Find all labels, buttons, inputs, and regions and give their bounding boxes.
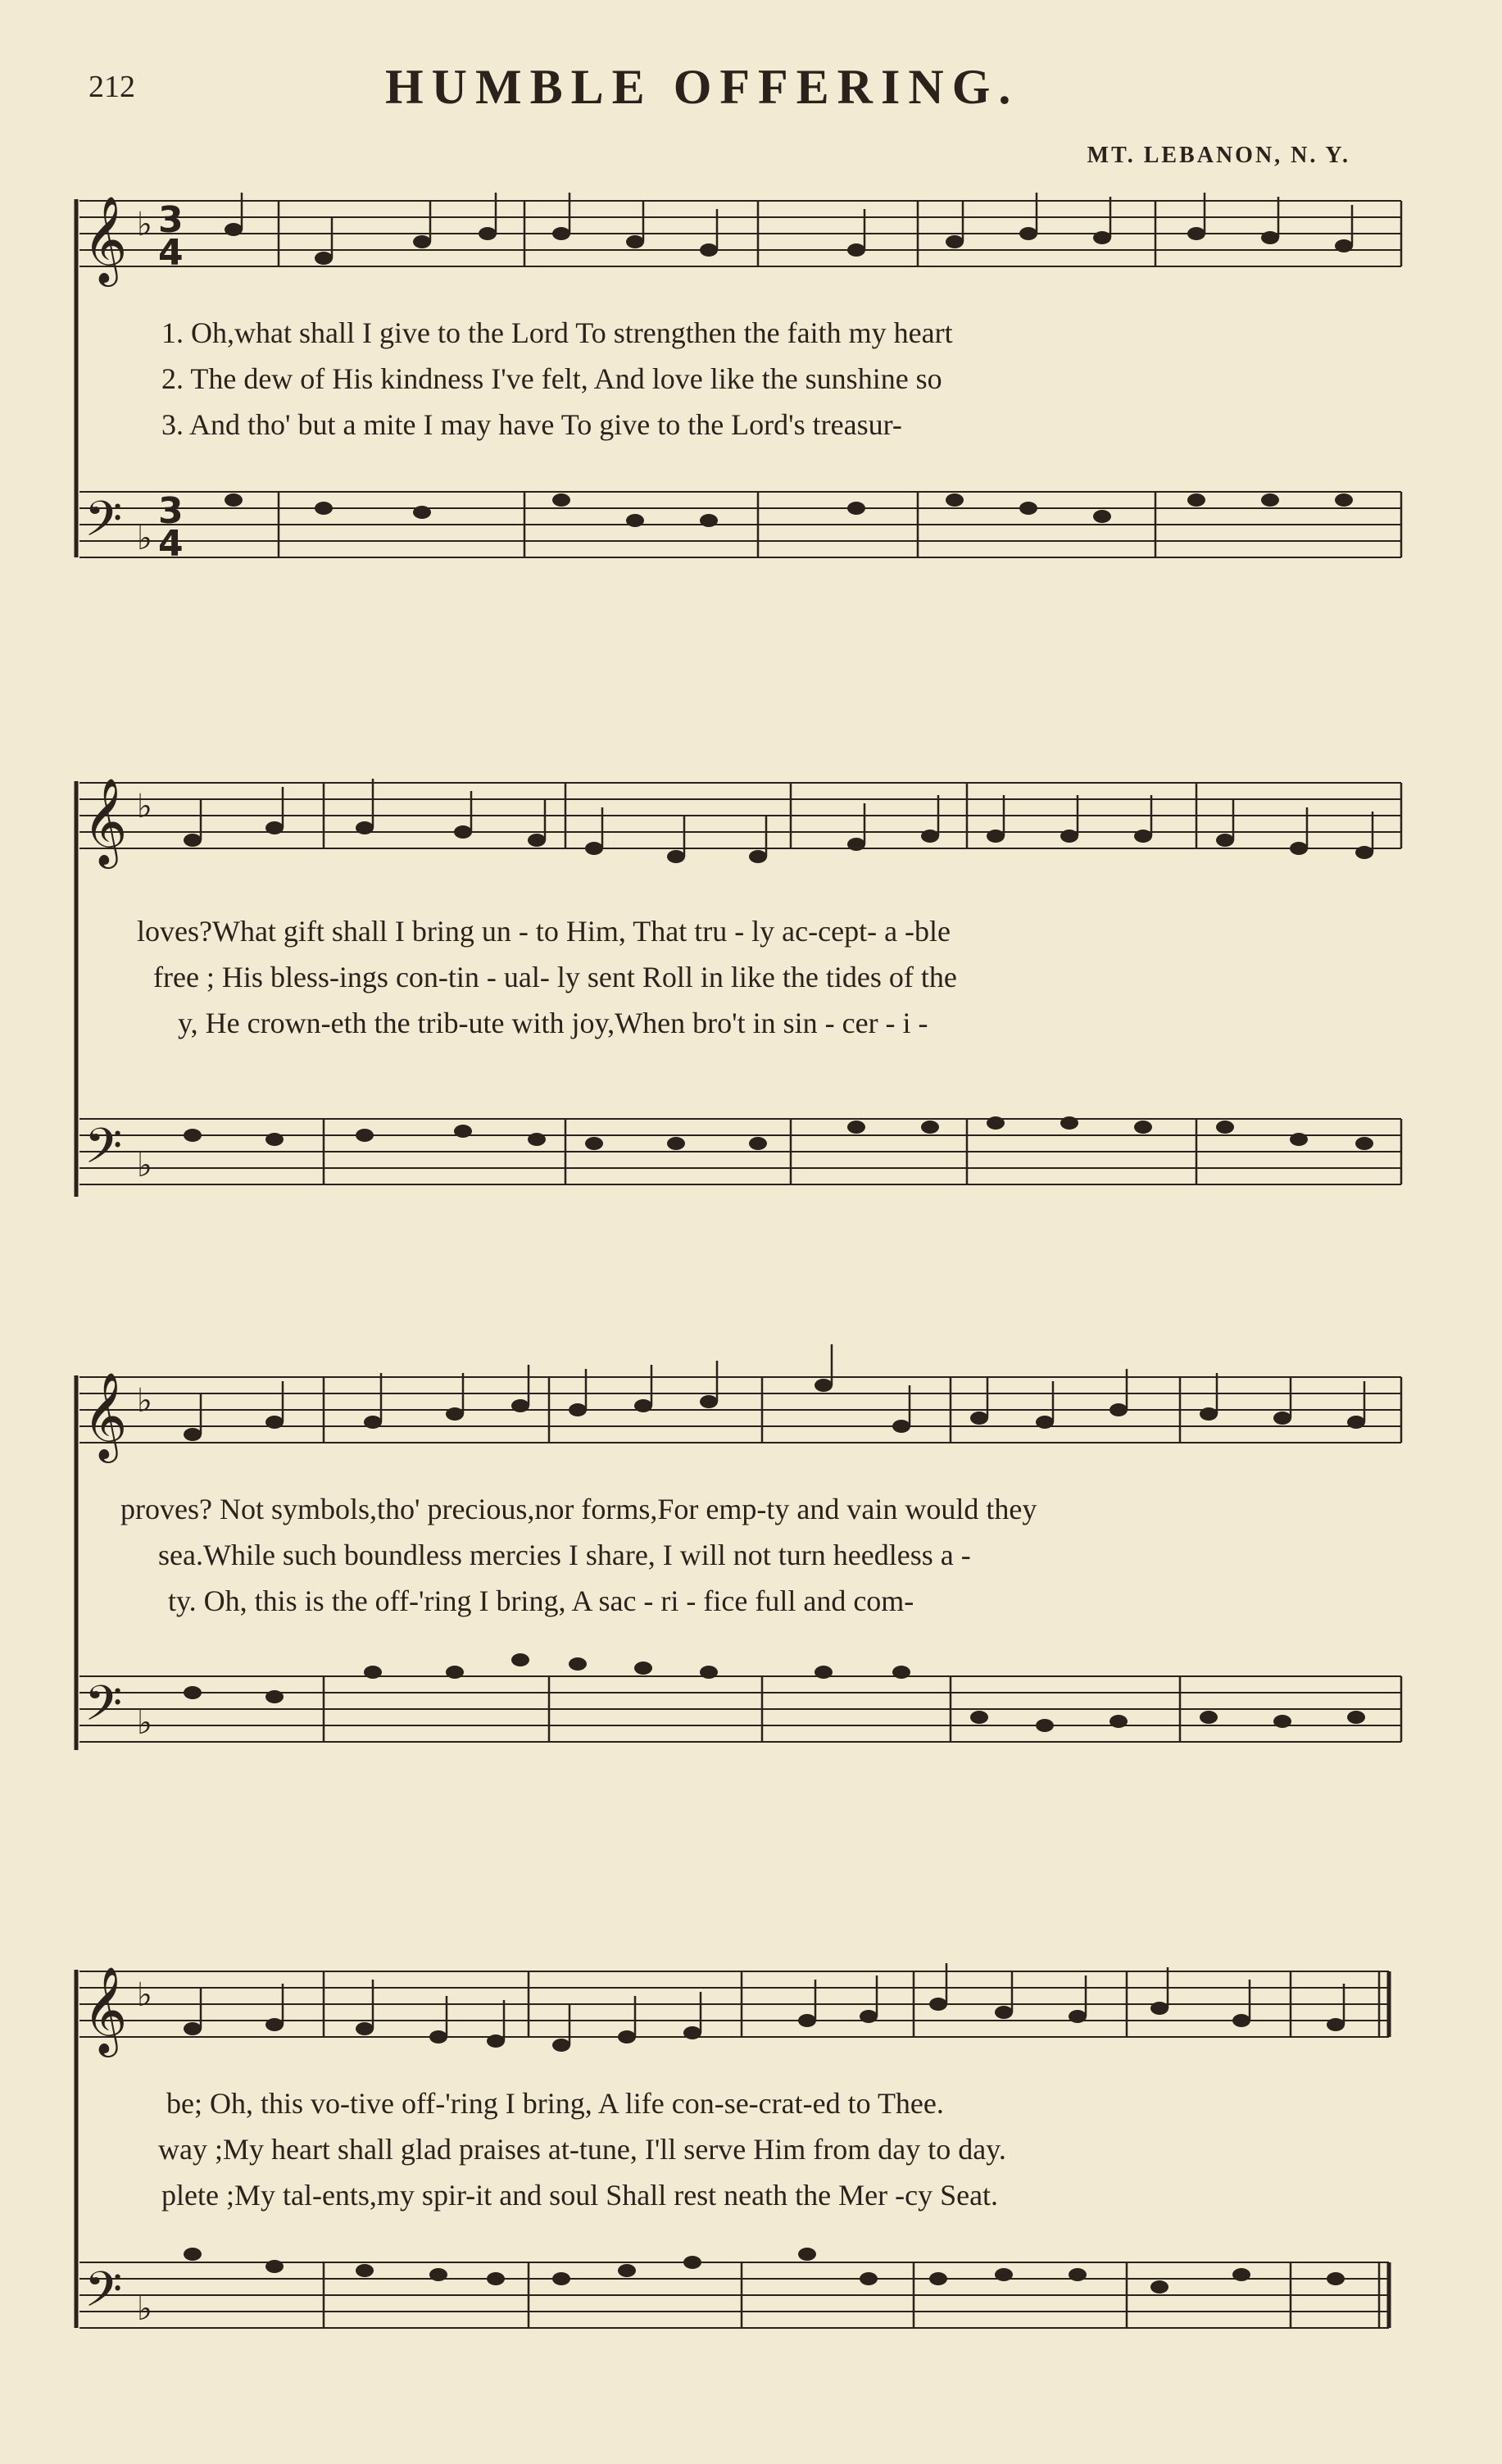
time-bottom-bass-1: 4 — [158, 523, 184, 565]
music-system-4 — [70, 1955, 1401, 2340]
page-number: 212 — [88, 70, 135, 104]
key-flat-bass-2: ♭ — [137, 1147, 152, 1184]
lyric-verse-2: 2. The dew of His kindness I've felt, And love like the sunshine so — [161, 362, 942, 395]
bass-staff-3 — [79, 1676, 1401, 1742]
lyric-verse-2: free ; His bless-ings con-tin - ual- ly sent Roll in like the tides of the — [153, 961, 957, 993]
hymn-origin: MT. LEBANON, N. Y. — [1087, 143, 1350, 168]
key-flat-treble-1: ♭ — [137, 206, 152, 243]
lyric-verse-3: y, He crown-eth the trib-ute with joy,When bro't in sin - cer - i - — [178, 1007, 928, 1039]
music-system-2 — [70, 766, 1401, 1186]
key-flat-treble-4: ♭ — [137, 1976, 152, 2014]
lyric-verse-3: ty. Oh, this is the off-'ring I bring, A sac - ri - fice full and com- — [168, 1584, 914, 1617]
bass-clef-2: 𝄢 — [84, 1117, 123, 1186]
lyric-verse-1: proves? Not symbols,tho' precious,nor forms,For emp-ty and vain would they — [120, 1493, 1037, 1525]
notes-4 — [184, 1963, 1345, 2294]
bass-clef-1: 𝄢 — [84, 490, 123, 559]
bass-clef-4: 𝄢 — [84, 2261, 123, 2330]
key-flat-bass-3: ♭ — [137, 1704, 152, 1742]
time-bottom-treble-1: 4 — [158, 232, 184, 274]
staff-graphics-2 — [70, 766, 1401, 1186]
notes-1 — [225, 193, 1353, 527]
key-flat-bass-1: ♭ — [137, 520, 152, 557]
lyric-verse-1: 1. Oh,what shall I give to the Lord To strengthen the faith my heart — [161, 316, 953, 349]
treble-clef-4: 𝄞 — [83, 1966, 128, 2053]
key-flat-treble-2: ♭ — [137, 788, 152, 825]
treble-clef-3: 𝄞 — [83, 1371, 128, 1459]
lyric-verse-2: way ;My heart shall glad praises at-tune, I'll serve Him from day to day. — [158, 2133, 1006, 2166]
time-top-treble-1: 3 — [158, 199, 184, 241]
key-flat-bass-4: ♭ — [137, 2290, 152, 2328]
treble-clef-2: 𝄞 — [83, 777, 128, 865]
lyric-verse-3: plete ;My tal-ents,my spir-it and soul Shall rest neath the Mer -cy Seat. — [161, 2179, 999, 2212]
lyric-verse-1: loves?What gift shall I bring un - to Him, That tru - ly ac-cept- a -ble — [137, 915, 951, 948]
treble-clef-1: 𝄞 — [83, 195, 128, 283]
music-system-3 — [70, 1361, 1401, 1746]
bass-clef-3: 𝄢 — [84, 1675, 123, 1743]
lyric-verse-1: be; Oh, this vo-tive off-'ring I bring, A life con-se-crat-ed to Thee. — [166, 2087, 944, 2120]
music-system-1 — [70, 184, 1401, 570]
treble-staff-2 — [79, 783, 1401, 848]
hymn-title: HUMBLE OFFERING. — [385, 60, 1019, 114]
bass-staff-2 — [79, 1119, 1401, 1184]
lyric-verse-3: 3. And tho' but a mite I may have To give to the Lord's treasur- — [161, 408, 902, 441]
page-header — [0, 57, 1502, 168]
time-top-bass-1: 3 — [158, 490, 184, 532]
lyric-verse-2: sea.While such boundless mercies I share, I will not turn heedless a - — [158, 1539, 971, 1571]
key-flat-treble-3: ♭ — [137, 1382, 152, 1420]
